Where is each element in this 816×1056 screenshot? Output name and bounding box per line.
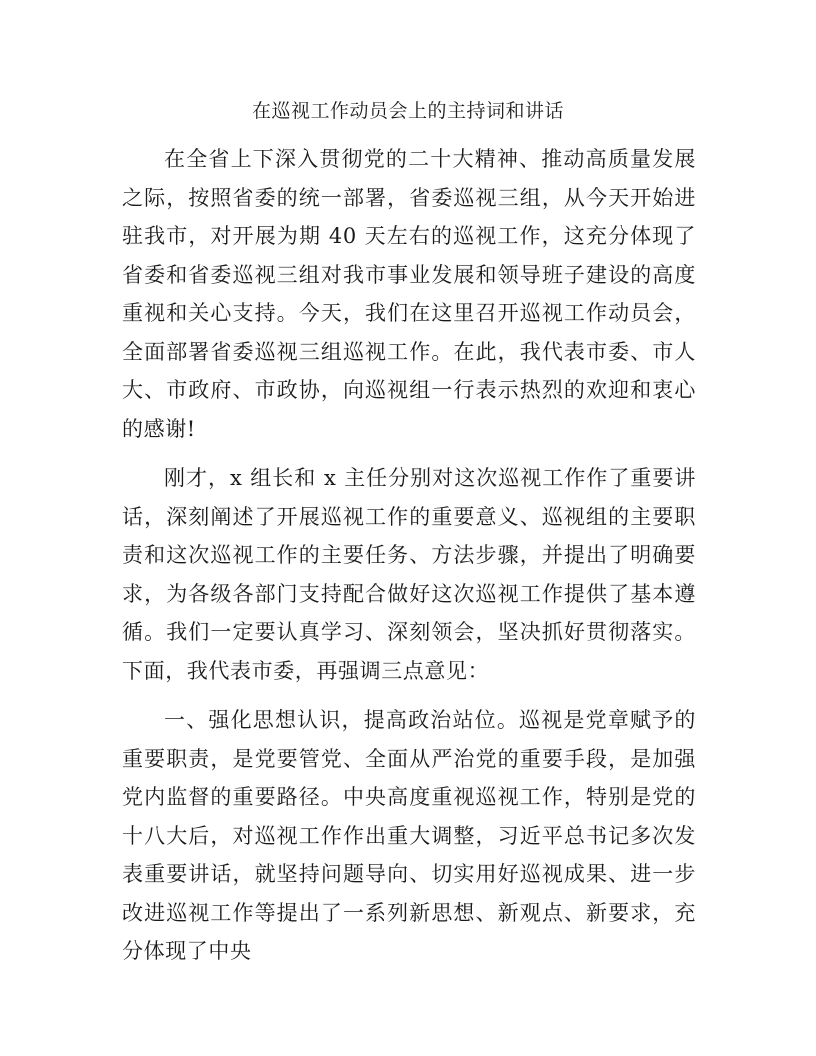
document-body [122,140,696,982]
document-title: 在巡视工作动员会上的主持词和讲话 [251,100,564,122]
paragraph-summary: 刚才，x 组长和 x 主任分别对这次巡视工作作了重要讲话，深刻阐述了开展巡视工作的重要意义、巡视组的主要职责和这次巡视工作的主要任务、方法步骤，并提出了明确要求，为各级各部门支持配合做好这次巡视工作提供了基本遵循。我们一定要认真学习、深刻领会，坚决抓好贯彻落实。下面，我代表市委，再强调三点意见： [122,466,696,683]
paragraph-point-one: 一、强化思想认识，提高政治站位。巡视是党章赋予的重要职责，是党要管党、全面从严治党的重要手段，是加强党内监督的重要路径。中央高度重视巡视工作，特别是党的十八大后，对巡视工作作出重大调整，习近平总书记多次发表重要讲话，就坚持问题导向、切实用好巡视成果、进一步改进巡视工作等提出了一系列新思想、新观点、新要求，充分体现了中央 [122,708,696,963]
paragraph-opening: 在全省上下深入贯彻党的二十大精神、推动高质量发展之际，按照省委的统一部署，省委巡视三组，从今天开始进驻我市，对开展为期 40 天左右的巡视工作，这充分体现了省委和省委巡视三组对我市事业发展和领导班子建设的高度重视和关心支持。今天，我们在这里召开巡视工作动员会，全面部署省委巡视三组巡视工作。在此，我代表市委、市人大、市政府、市政协，向巡视组一行表示热烈的欢迎和衷心的感谢! [122,147,696,441]
